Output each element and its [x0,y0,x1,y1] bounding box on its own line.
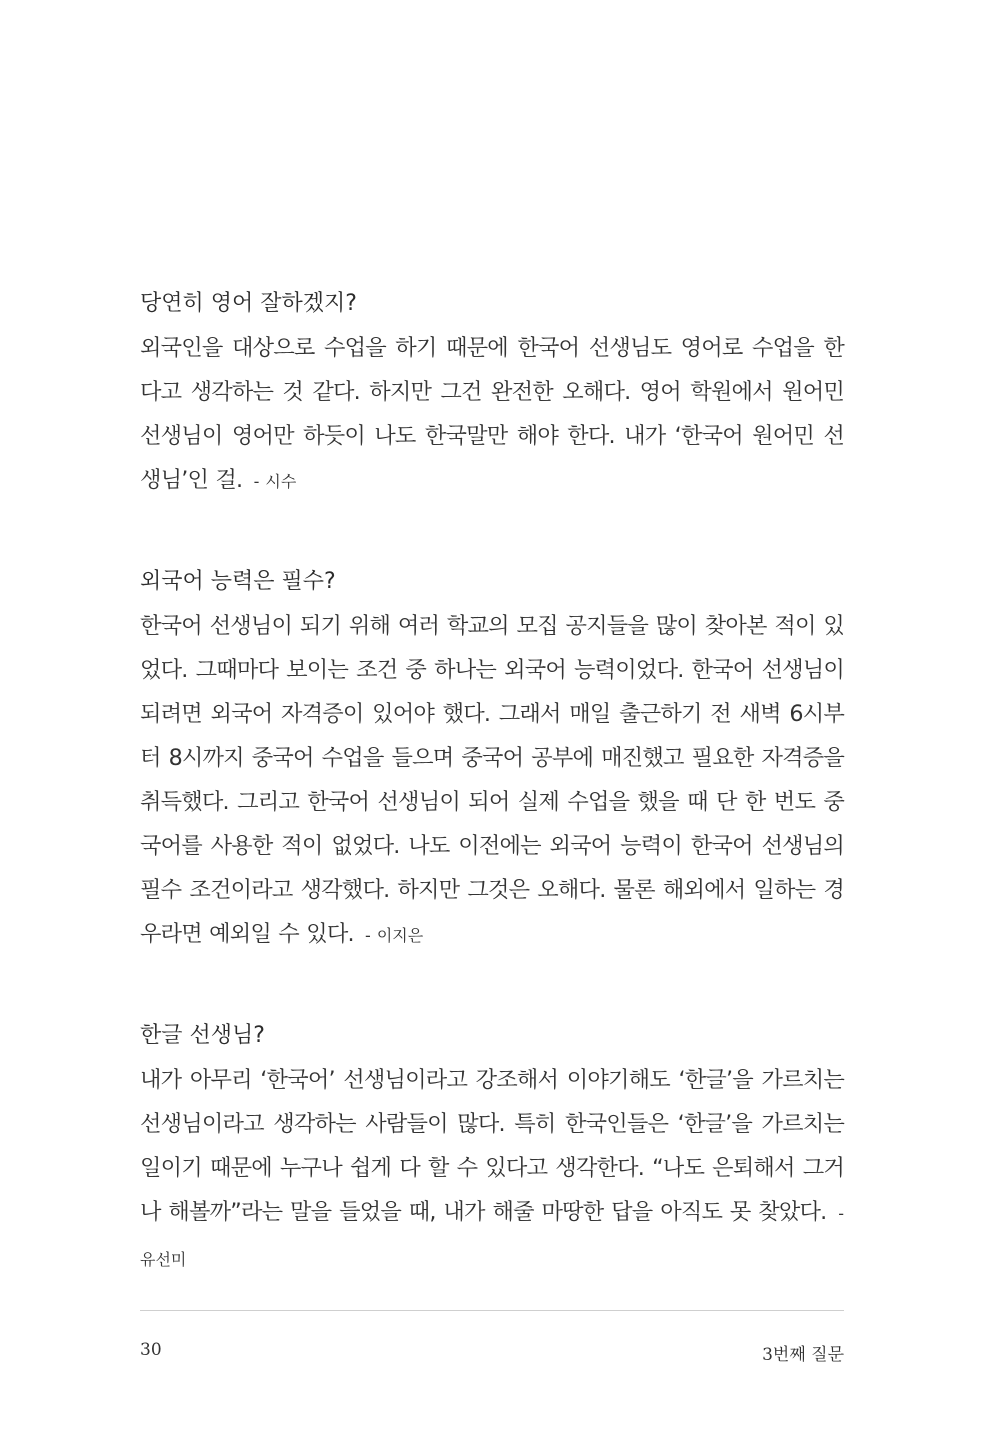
section-heading: 당연히 영어 잘하겠지? [140,291,357,316]
author-attribution: - 이지은 [364,926,424,945]
section-body [140,326,844,504]
chapter-label: 3번째 질문 [762,1345,844,1365]
footer-divider [140,1310,844,1311]
section-body [140,604,844,958]
section-text: 외국인을 대상으로 수업을 하기 때문에 한국어 선생님도 영어로 수업을 한다고 생각하는 것 같다. 하지만 그건 완전한 오해다. 영어 학원에서 원어민 선생님이 영어만 하듯이 나도 한국말만 해야 한다. 내가 ‘한국어 원어민 선생님’인 걸. [140,335,844,493]
section-heading: 한글 선생님? [140,1023,265,1048]
section-body [140,1058,844,1282]
section-foreign-language [140,564,844,958]
section-text: 내가 아무리 ‘한국어’ 선생님이라고 강조해서 이야기해도 ‘한글’을 가르치는 선생님이라고 생각하는 사람들이 많다. 특히 한국인들은 ‘한글’을 가르치는 일이기 때문에 누구나 쉽게 다 할 수 있다고 생각한다. “나도 은퇴해서 그거나 해볼까”라는 말을 들었을 때, 내가 해줄 마땅한 답을 아직도 못 찾았다. [140,1067,844,1225]
section-hangul-teacher [140,1018,844,1282]
author-attribution: - 유선미 [140,1204,844,1269]
section-text: 한국어 선생님이 되기 위해 여러 학교의 모집 공지들을 많이 찾아본 적이 있었다. 그때마다 보이는 조건 중 하나는 외국어 능력이었다. 한국어 선생님이 되려면 외국어 자격증이 있어야 했다. 그래서 매일 출근하기 전 새벽 6시부터 8시까지 중국어 수업을 들으며 중국어 공부에 매진했고 필요한 자격증을 취득했다. 그리고 한국어 선생님이 되어 실제 수업을 했을 때 단 한 번도 중국어를 사용한 적이 없었다. 나도 이전에는 외국어 능력이 한국어 선생님의 필수 조건이라고 생각했다. 하지만 그것은 오해다. 물론 해외에서 일하는 경우라면 예외일 수 있다. [140,613,844,947]
author-attribution: - 시수 [253,472,297,491]
page-number: 30 [140,1340,162,1360]
section-heading: 외국어 능력은 필수? [140,569,336,594]
section-english [140,286,844,504]
page-content [140,286,844,1342]
